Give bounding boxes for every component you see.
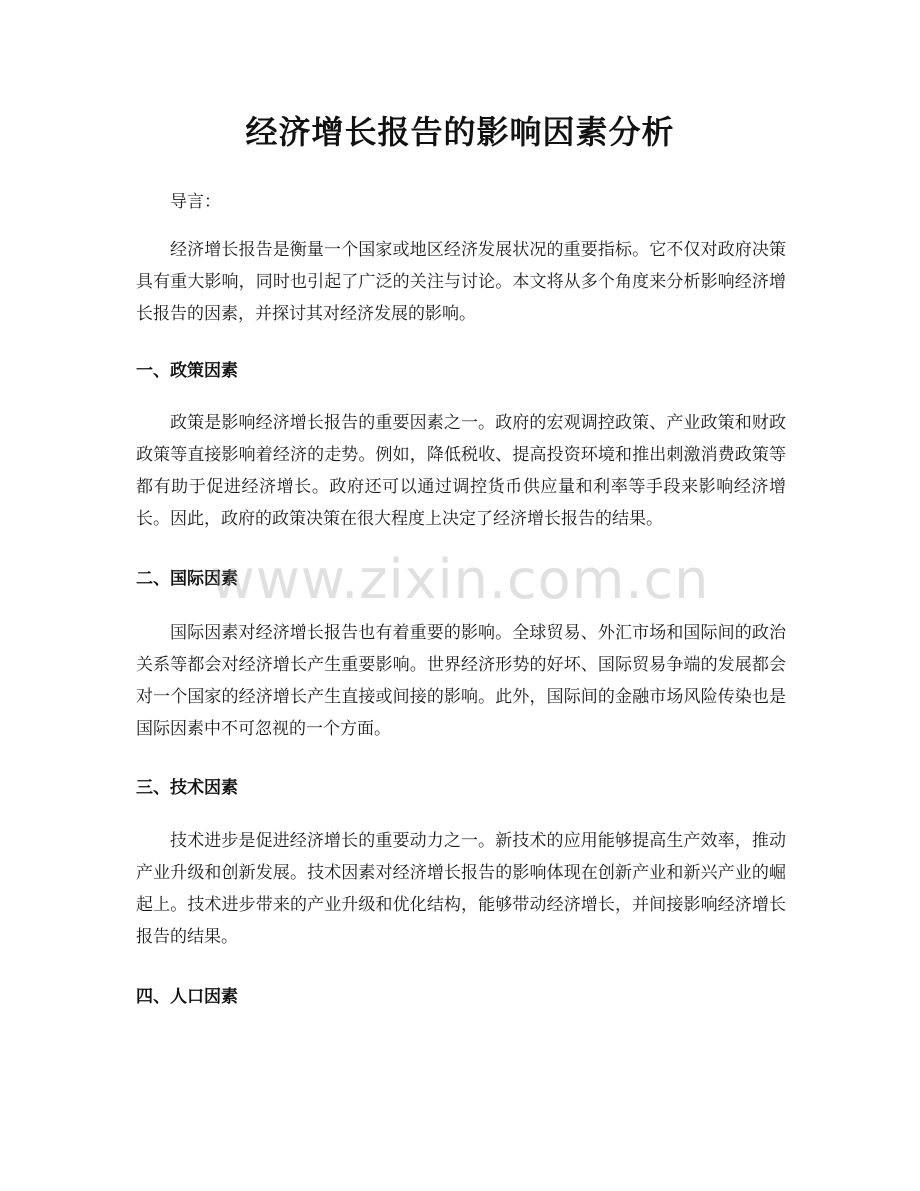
section-heading-international: 二、国际因素 bbox=[136, 569, 238, 589]
section-heading-technology: 三、技术因素 bbox=[136, 778, 238, 798]
section-heading-policy: 一、政策因素 bbox=[136, 361, 238, 381]
intro-label: 导言： bbox=[170, 192, 221, 212]
section-paragraph-policy: 政策是影响经济增长报告的重要因素之一。政府的宏观调控政策、产业政策和财政政策等直接影响着经济的走势。例如，降低税收、提高投资环境和推出刺激消费政策等都有助于促进经济增长。政府还可以通过调控货币供应量和利率等手段来影响经济增长。因此，政府的政策决策在很大程度上决定了经济增长报告的结果。 bbox=[136, 413, 786, 529]
section-paragraph-technology: 技术进步是促进经济增长的重要动力之一。新技术的应用能够提高生产效率，推动产业升级和创新发展。技术因素对经济增长报告的影响体现在创新产业和新兴产业的崛起上。技术进步带来的产业升级和优化结构，能够带动经济增长，并间接影响经济增长报告的结果。 bbox=[136, 831, 786, 947]
intro-paragraph: 经济增长报告是衡量一个国家或地区经济发展状况的重要指标。它不仅对政府决策具有重大影响，同时也引起了广泛的关注与讨论。本文将从多个角度来分析影响经济增长报告的因素，并探讨其对经济发展的影响。 bbox=[136, 240, 786, 324]
watermark: www.zixin.com.cn bbox=[210, 548, 710, 611]
document-title: 经济增长报告的影响因素分析 bbox=[245, 113, 675, 151]
section-paragraph-international: 国际因素对经济增长报告也有着重要的影响。全球贸易、外汇市场和国际间的政治关系等都会对经济增长产生重要影响。世界经济形势的好坏、国际贸易争端的发展都会对一个国家的经济增长产生直接或间接的影响。此外，国际间的金融市场风险传染也是国际因素中不可忽视的一个方面。 bbox=[136, 623, 786, 739]
section-heading-population: 四、人口因素 bbox=[136, 987, 238, 1007]
